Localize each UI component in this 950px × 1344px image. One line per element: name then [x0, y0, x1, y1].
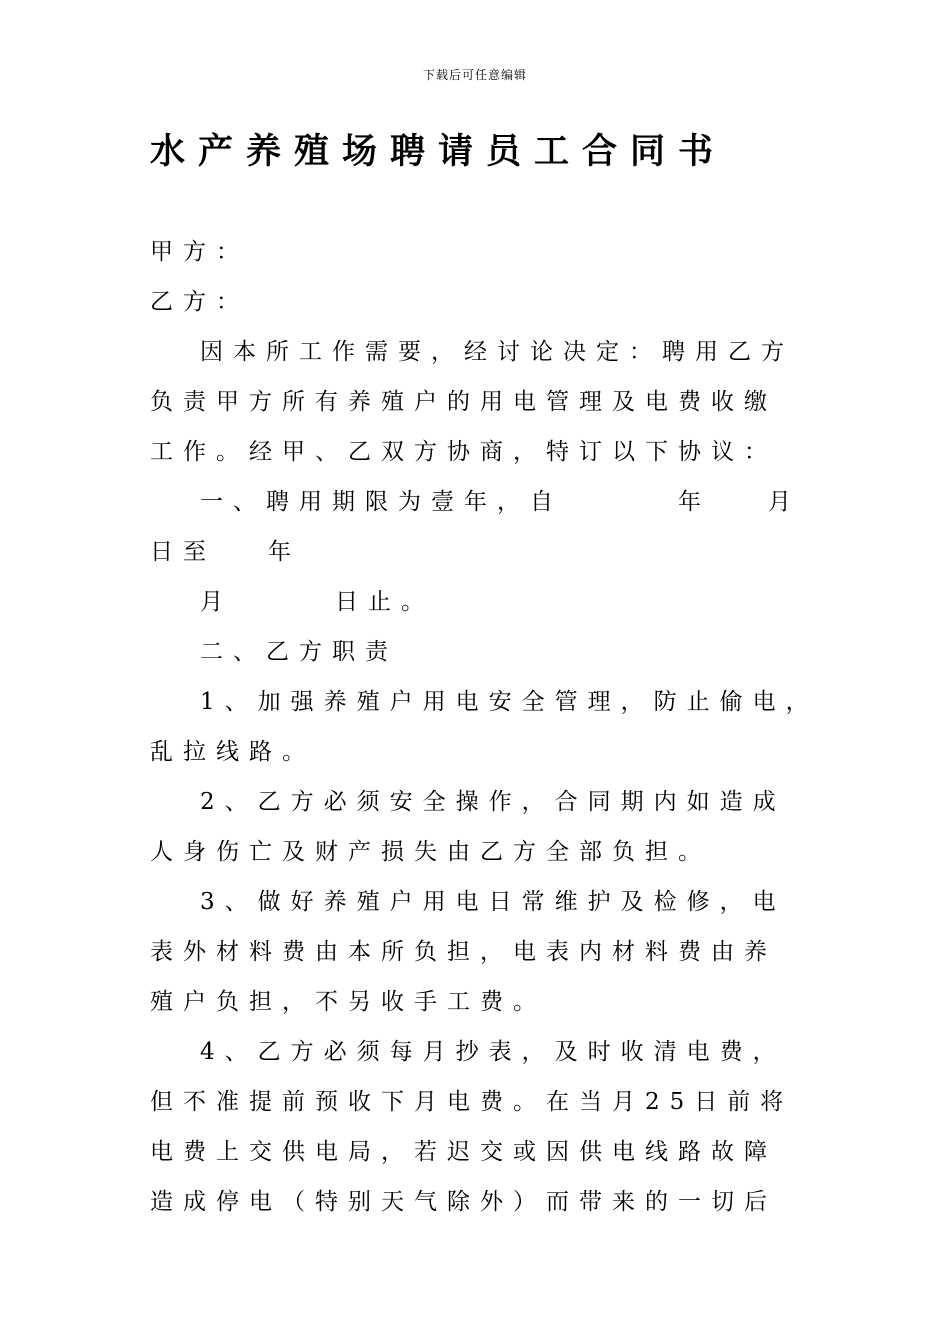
clause-line: 人身伤亡及财产损失由乙方全部负担。	[150, 839, 711, 865]
paragraph-line: 因本所工作需要，经讨论决定：聘用乙方	[200, 339, 794, 365]
term-clause-line: 一、聘用期限为壹年，自	[200, 489, 563, 515]
section-heading: 二、乙方职责	[200, 639, 398, 665]
clause-line: 表外材料费由本所负担，电表内材料费由养	[150, 939, 777, 965]
clause-line: 乱拉线路。	[150, 739, 315, 765]
clause-line: 电费上交供电局，若迟交或因供电线路故障	[150, 1139, 777, 1165]
clause-line: 但不准提前预收下月电费。在当月25日前将	[150, 1089, 794, 1115]
clause-line: 3、做好养殖户用电日常维护及检修，电	[200, 889, 786, 915]
clause-line: 4、乙方必须每月抄表，及时收清电费，	[200, 1039, 786, 1065]
term-day-to-label: 日至	[150, 539, 216, 565]
term-end-year-label: 年	[268, 539, 301, 565]
clause-line: 造成停电（特别天气除外）而带来的一切后	[150, 1189, 777, 1215]
party-a-label: 甲方：	[150, 239, 249, 265]
paragraph-line: 负责甲方所有养殖户的用电管理及电费收缴	[150, 389, 777, 415]
term-end-day-label: 日止。	[335, 589, 434, 615]
document-title: 水产养殖场聘请员工合同书	[150, 131, 727, 172]
term-month-label: 月	[768, 489, 801, 515]
clause-line: 2、乙方必须安全操作，合同期内如造成	[200, 789, 786, 815]
party-b-label: 乙方：	[150, 289, 249, 315]
paragraph-line: 工作。经甲、乙双方协商，特订以下协议：	[150, 439, 777, 465]
term-end-month-label: 月	[200, 589, 233, 615]
header-note: 下载后可任意编辑	[422, 68, 527, 82]
term-year-label: 年	[678, 489, 711, 515]
clause-line: 1、加强养殖户用电安全管理，防止偷电，	[200, 689, 819, 715]
clause-line: 殖户负担，不另收手工费。	[150, 989, 546, 1015]
